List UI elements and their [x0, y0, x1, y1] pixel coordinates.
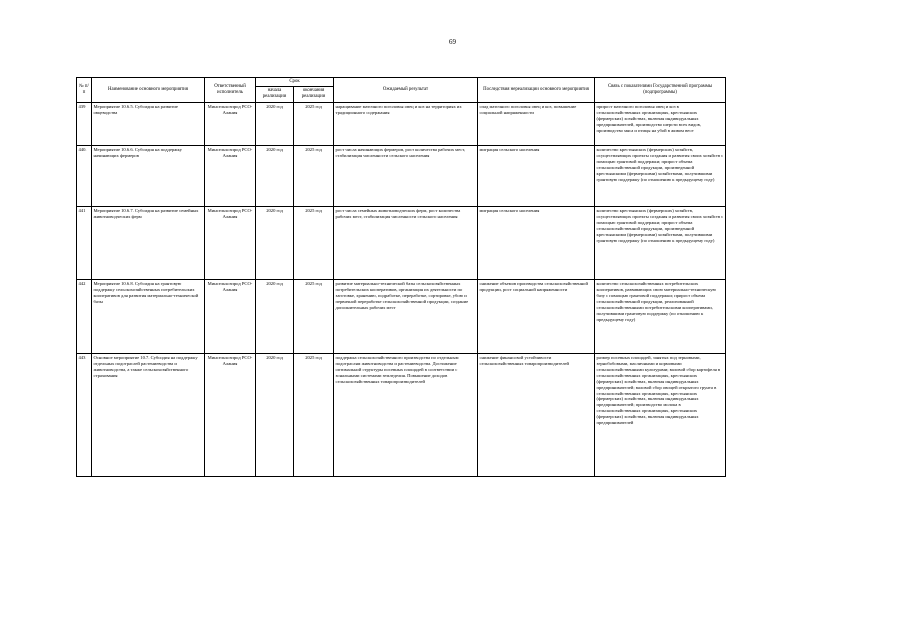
- header-term: Срок: [256, 78, 334, 87]
- table-row: [77, 206, 726, 279]
- row-end: 2025 год: [294, 206, 334, 279]
- row-end: 2025 год: [294, 279, 334, 353]
- row-start: 2020 год: [256, 145, 294, 206]
- row-link: количество крестьянских (фермерских) хозяйств, осуществляющих проекты создания и развития своих хозяйств с помощью грантовой поддержки; прирост объема сельскохозяйственной продукции, произведенной крестьянскими (фермерскими) хозяйствами, получившими грантовую поддержку (по отношению к предыдущему году): [595, 145, 726, 206]
- row-link: прирост маточного поголовья овец и коз в сельскохозяйственных организациях, крестьянских (фермерских) хозяйствах, включая индивидуальных предпринимателей, производство шерсти всех видов, производство мяса и птицы на убой в живом весе: [595, 102, 726, 145]
- row-consequences: снижение финансовой устойчивости сельскохозяйственных товаропроизводителей: [478, 353, 595, 476]
- table-row: [77, 279, 726, 353]
- row-num: 442: [77, 279, 92, 353]
- row-result: развитие материально-технической базы сельскохозяйственных потребительских кооперативов, организация их деятельности по заготовке, хранению, подработке, переработке, сортировке, убою и первичной переработке сельскохозяйственной продукции, создание дополнительных рабочих мест: [334, 279, 478, 353]
- header-result: Ожидаемый результат: [334, 78, 478, 103]
- row-num: 443: [77, 353, 92, 476]
- row-name: Мероприятие 10.6.7. Субсидия на развитие семейных животноводческих ферм: [92, 206, 205, 279]
- row-result: поддержка сельскохозяйственного производства по отдельным подотраслям животноводства и растениеводства. Достижение оптимальной структуры посевных площадей в соответствии с зональными системами земледелия. Повышение доходов сельскохозяйственных товаропроизводителей: [334, 353, 478, 476]
- header-end: окончания реализации: [294, 87, 334, 102]
- row-result: рост числа начинающих фермеров, рост количества рабочих мест, стабилизация численности сельского населения: [334, 145, 478, 206]
- row-name: Мероприятие 10.6.5. Субсидия на развитие овцеводства: [92, 102, 205, 145]
- row-consequences: снижение объемов производства сельскохозяйственной продукции, рост социальной напряженности: [478, 279, 595, 353]
- row-name: Мероприятие 10.6.6. Субсидия на поддержку начинающих фермеров: [92, 145, 205, 206]
- measures-table: [76, 77, 726, 477]
- row-responsible: Минсельхозпрод РСО-Алания: [205, 206, 256, 279]
- row-num: 439: [77, 102, 92, 145]
- row-responsible: Минсельхозпрод РСО-Алания: [205, 102, 256, 145]
- row-responsible: Минсельхозпрод РСО-Алания: [205, 279, 256, 353]
- page-number: 69: [449, 38, 456, 46]
- row-result: рост числа семейных животноводческих ферм, рост количества рабочих мест, стабилизация численности сельского населения: [334, 206, 478, 279]
- row-start: 2020 год: [256, 353, 294, 476]
- row-link: количество сельскохозяйственных потребительских кооперативов, развивающих свою материально-техническую базу с помощью грантовой поддержки; прирост объема сельскохозяйственной продукции, реализованной сельскохозяйственными потребительскими кооперативами, получившими грантовую поддержку (по отношению к предыдущему году): [595, 279, 726, 353]
- table-row: [77, 353, 726, 476]
- row-num: 441: [77, 206, 92, 279]
- row-result: наращивание маточного поголовья овец и коз на территориях их традиционного содержания: [334, 102, 478, 145]
- row-start: 2020 год: [256, 102, 294, 145]
- header-link: Связь с показателями Государственной программы (подпрограммы): [595, 78, 726, 103]
- row-responsible: Минсельхозпрод РСО-Алания: [205, 353, 256, 476]
- table-row: [77, 102, 726, 145]
- row-end: 2025 год: [294, 102, 334, 145]
- row-link: количество крестьянских (фермерских) хозяйств, осуществляющих проекты создания и развития своих хозяйств с помощью грантовой поддержки; прирост объема сельскохозяйственной продукции, произведенной крестьянскими (фермерскими) хозяйствами, получившими грантовую поддержку (по отношению к предыдущему году): [595, 206, 726, 279]
- row-end: 2025 год: [294, 353, 334, 476]
- row-end: 2025 год: [294, 145, 334, 206]
- row-name: Мероприятие 10.6.8. Субсидия на грантовую поддержку сельскохозяйственных потребительских кооперативов для развития материально-технической базы: [92, 279, 205, 353]
- row-consequences: спад маточного поголовья овец и коз, повышение социальной напряженности: [478, 102, 595, 145]
- header-consequences: Последствия нереализации основного мероприятия: [478, 78, 595, 103]
- header-start: начала реализации: [256, 87, 294, 102]
- row-start: 2020 год: [256, 206, 294, 279]
- row-start: 2020 год: [256, 279, 294, 353]
- row-consequences: миграция сельского населения: [478, 206, 595, 279]
- row-link: размер посевных площадей, занятых под зерновыми, зернобобовыми, масличными и кормовыми сельскохозяйственными культурами; валовой сбор картофеля в сельскохозяйственных организациях, крестьянских (фермерских) хозяйствах, включая индивидуальных предпринимателей; валовой сбор овощей открытого грунта в сельскохозяйственных организациях, крестьянских (фермерских) хозяйствах, включая индивидуальных предпринимателей; производство молока в сельскохозяйственных организациях, крестьянских (фермерских) хозяйствах, включая индивидуальных предпринимателей: [595, 353, 726, 476]
- row-consequences: миграция сельского населения: [478, 145, 595, 206]
- header-responsible: Ответственный исполнитель: [205, 78, 256, 103]
- row-name: Основное мероприятие 10.7. Субсидия на поддержку отдельных подотраслей растениеводства и животноводства, а также сельскохозяйственного страхования: [92, 353, 205, 476]
- row-responsible: Минсельхозпрод РСО-Алания: [205, 145, 256, 206]
- row-num: 440.: [77, 145, 92, 206]
- header-name: Наименование основного мероприятия: [92, 78, 205, 103]
- header-num: № п/п: [77, 78, 92, 103]
- header-row-1: [77, 78, 726, 87]
- table-row: [77, 145, 726, 206]
